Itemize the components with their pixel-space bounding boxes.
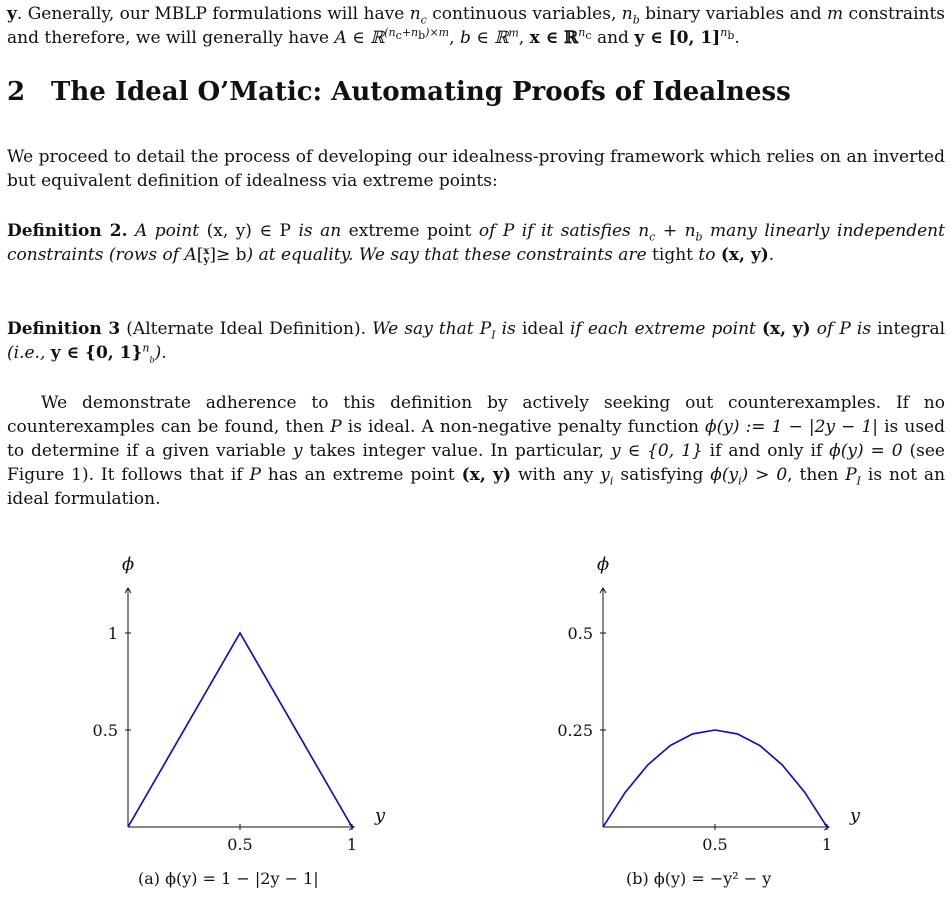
figure-b-plot	[535, 540, 875, 860]
def2-xy: (x, y)	[720, 245, 769, 265]
demo-text-5: if and only if	[702, 441, 830, 461]
intro-text-2: continuous variables,	[426, 4, 622, 24]
series-line	[603, 730, 827, 827]
demo-gt-zero: ) > 0	[741, 465, 788, 485]
demo-text-1: We demonstrate adherence to this definition by actively seeking out counterexamples. If no counterexamples can be found, then	[7, 393, 945, 437]
definition-2: Definition 2. A point (x, y) ∈ P is an extreme point of P if it satisfies $n_c + n_b$ many linearly independent constraints (rows of A[x y]≥ b) at equality. We say that these constraints are tight to (x, y).	[7, 221, 945, 266]
demo-y-in: y ∈ {0, 1}	[611, 441, 703, 461]
intro-nc: $n_c$	[409, 4, 427, 27]
intro-b-exp: m	[508, 26, 519, 40]
intro-a-exp-2: +n	[401, 26, 419, 40]
x-tick-label: 0.5	[702, 835, 728, 854]
intro-y-symbol: y	[7, 4, 17, 24]
def3-xy: (x, y)	[761, 319, 811, 339]
def2-tight-term: tight	[652, 245, 693, 265]
def3-text-6: (i.e.,	[7, 343, 51, 363]
def2-period: .	[768, 245, 775, 265]
def3-y-exp: n	[142, 341, 150, 355]
intro-m: m	[827, 4, 844, 24]
intro-comma-2: ,	[518, 28, 530, 48]
intro-x-set: x ∈ ℝ	[529, 28, 579, 48]
def3-p: P	[479, 319, 492, 339]
intro-period: .	[734, 28, 740, 48]
x-axis-label: y	[849, 805, 861, 826]
def2-text-6: to	[692, 245, 721, 265]
intro-nb: $n_b$	[621, 4, 640, 27]
section-heading	[7, 77, 791, 107]
intro-text-3: binary variables and	[639, 4, 828, 24]
demo-text: We demonstrate adherence to this definition by actively seeking out counterexamples. If no counterexamples can be found, then P is ideal. A non-negative penalty function ϕ(y) := 1 − |2y − 1| is used to determine if a given variable y takes integer value. In particular, y ∈ {0, 1} if and only if ϕ(y) = 0 (see Figure 1). It follows that if P has an extreme point (x, y) with any $y_i$ satisfying $\phi(y_i) > 0$, then $P_I$ is not an ideal formulation.	[7, 393, 946, 509]
section-title-text: The Ideal O’Matic: Automating Proofs of Idealness	[51, 77, 791, 107]
def2-extreme-point-term: extreme point	[348, 221, 472, 241]
def2-text-4: many linearly independent constraints (rows of	[7, 221, 945, 265]
def3-text-5: is	[850, 319, 878, 339]
demo-penalty-formula: ϕ(y) := 1 − |2y − 1|	[705, 417, 879, 437]
def3-integral-term: integral	[877, 319, 946, 339]
demo-text-7: has an extreme point	[260, 465, 462, 485]
demo-text-8: with any	[511, 465, 601, 485]
figure-a-caption: (a) ϕ(y) = 1 − |2y − 1|	[138, 869, 319, 888]
def2-nb: + n	[655, 221, 696, 241]
intro-comma-1: ,	[449, 28, 460, 48]
demo-text-11: is not an ideal formulation.	[7, 465, 946, 509]
demo-text-9: satisfying	[613, 465, 711, 485]
demo-text-2: is ideal. A non-negative penalty function	[341, 417, 706, 437]
intro-text-4: constraints and therefore, we will generally have	[7, 4, 946, 48]
intro-a-set: A ∈ ℝ	[334, 28, 385, 48]
demo-p-2: P	[249, 465, 261, 485]
section-number: 2	[7, 77, 26, 107]
x-axis-label: y	[374, 805, 386, 826]
def3-close: ).	[154, 343, 167, 363]
y-tick-label: 0.25	[557, 721, 593, 740]
def3-y-set: y ∈ {0, 1}	[50, 343, 143, 363]
demo-phi-yi: ϕ(y	[710, 465, 739, 485]
intro-text-1: . Generally, our MBLP formulations will have	[16, 4, 410, 24]
demo-text-4: takes integer value. In particular,	[302, 441, 612, 461]
demo-yi: y	[600, 465, 610, 485]
intro-y-exp: n	[720, 26, 728, 40]
def2-matrix-bracket: [x y]	[196, 245, 217, 266]
series-line	[128, 633, 352, 827]
def2-text-3: of P if it satisfies	[471, 221, 639, 241]
intro-paragraph: y. Generally, our MBLP formulations will have $n_c$ continuous variables, $n_b$ binary variables and m constraints and therefore, we will generally have A ∈ ℝ$^{(n_c+n_b)\times m}$, b ∈ ℝ$^m$, x ∈ ℝ$^{n_c}$ and y ∈ [0, 1]$^{n_b}$.	[7, 4, 946, 48]
intro-b-set: b ∈ ℝ	[459, 28, 509, 48]
y-axis-label: ϕ	[121, 554, 135, 575]
def3-text-3: if each extreme point	[563, 319, 762, 339]
demo-y: y	[292, 441, 303, 461]
def2-point: (x, y) ∈ P	[206, 221, 291, 241]
definition-2-label: Definition 2.	[7, 221, 128, 241]
def2-text-1: A point	[127, 221, 207, 241]
definition-3: Definition 3 (Alternate Ideal Definition). We say that $P_I$ is ideal if each extreme point (x, y) of P is integral (i.e., y ∈ {0, 1}$^n_b$).	[7, 319, 946, 365]
x-tick-label: 0.5	[227, 835, 253, 854]
def2-text-5: ) at equality. We say that these constraints are	[246, 245, 653, 265]
intro-a-exp-1: (n	[384, 26, 396, 40]
def2-text-2: is an	[290, 221, 349, 241]
demo-text-3: is used to determine if a given variable	[7, 417, 945, 461]
x-tick-label: 1	[346, 835, 358, 854]
definition-3-label: Definition 3	[7, 319, 121, 339]
def2-geq-b: ≥ b	[216, 245, 247, 265]
intro-x-exp: n	[578, 26, 586, 40]
proceed-paragraph: We proceed to detail the process of developing our idealness-proving framework which relies on an inverted but equivalent definition of idealness via extreme points:	[7, 147, 945, 191]
y-tick-label: 0.5	[92, 721, 118, 740]
figure-b-caption: (b) ϕ(y) = −y² − y	[626, 869, 772, 888]
intro-and: and	[591, 28, 635, 48]
def2-a: A	[184, 245, 197, 265]
y-tick-label: 0.5	[567, 624, 593, 643]
demo-text-6: (see Figure 1). It follows that if	[7, 441, 945, 485]
demo-phi-zero: ϕ(y) = 0	[829, 441, 903, 461]
intro-y-set: y ∈ [0, 1]	[634, 28, 721, 48]
demo-paragraph	[7, 391, 945, 511]
demo-pi: P	[845, 465, 857, 485]
demo-p: P	[330, 417, 342, 437]
def3-ideal-term: ideal	[521, 319, 564, 339]
def2-nc: n	[638, 221, 650, 241]
def3-text-2: is	[495, 319, 522, 339]
demo-text-10: , then	[787, 465, 846, 485]
intro-a-exp-3: )×m	[425, 26, 450, 40]
def3-text-4: of	[810, 319, 840, 339]
y-axis-label: ϕ	[596, 554, 610, 575]
figure-a-plot	[60, 540, 400, 860]
def3-subtitle: (Alternate Ideal Definition).	[120, 319, 366, 339]
def3-text-1: We say that	[365, 319, 480, 339]
demo-xy: (x, y)	[461, 465, 512, 485]
y-tick-label: 1	[107, 624, 118, 643]
x-tick-label: 1	[821, 835, 833, 854]
def3-p-2: P	[839, 319, 851, 339]
